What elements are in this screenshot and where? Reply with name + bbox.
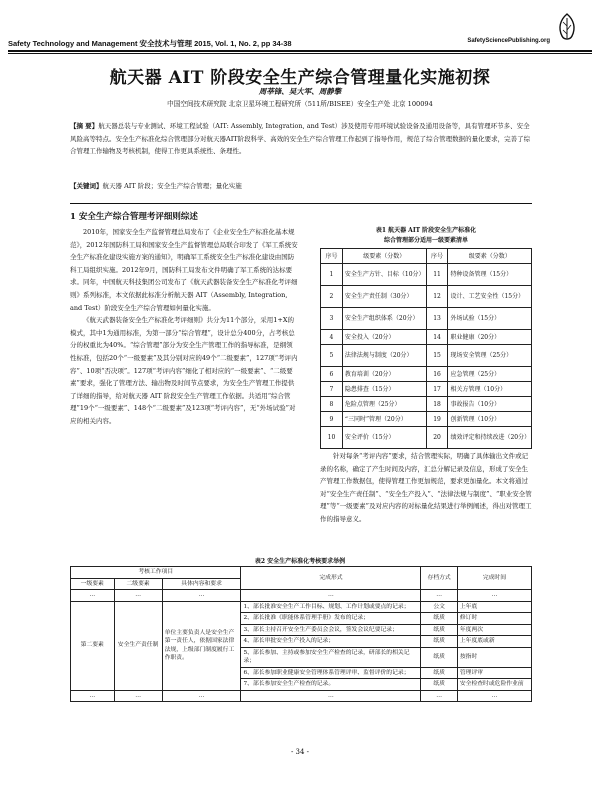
table1-header: 序号 [426, 249, 448, 264]
keywords-label: 【关键词】 [70, 182, 103, 190]
table-cell: 事故报告（10分） [448, 397, 532, 412]
table2-header: 完成形式 [241, 567, 421, 590]
table-cell: … [241, 690, 421, 702]
publisher-logo-icon [556, 12, 578, 46]
table-cell: … [71, 590, 115, 602]
table2-header: 完成时间 [457, 567, 531, 590]
table-cell: 安全生产方针、目标（10分） [342, 264, 426, 286]
table1-header: 级要素（分数） [448, 249, 532, 264]
author-list: 周莘锋、吴大军、周静擎 [258, 87, 342, 96]
header-rule [8, 50, 592, 52]
table2-header: 具体内容和要求 [162, 578, 241, 590]
table-cell: 创新管理（10分） [448, 412, 532, 427]
table-cell: … [457, 690, 531, 702]
table-cell: 10 [321, 427, 343, 449]
table-cell: 按指时 [457, 647, 531, 667]
journal-header: Safety Technology and Management 安全技术与管理 2015, Vol. 1, No. 2, pp 34-38 [8, 39, 292, 48]
table-cell: 纸质 [421, 624, 457, 636]
abstract [70, 120, 532, 158]
table2-header: 二级要素 [114, 578, 162, 590]
table-cell: 纸质 [421, 613, 457, 625]
table-cell: 6、部长参加职业健康安全管理体系管理评审、监督评价的记录； [241, 667, 421, 679]
table-row [321, 330, 532, 345]
table-cell: 危险点管理（25分） [342, 397, 426, 412]
table-cell: 14 [426, 330, 448, 345]
table-cell: … [162, 590, 241, 602]
table-cell: … [241, 590, 421, 602]
paragraph-2: 《航天武器装备安全生产标准化考评细则》共分为11个部分，采用1+X的模式，其中1为通用标准，为第一部分“综合管理”，设计总分400分，占考核总分的权重比为40%。“综合管理”部分为安全生产管理工作的指导标准，是纲领性标准，包括20个“一级要素”及其分别对应的49个“二级要素”，127项“考评内容”、10项“否决项”。127项“考评内容”细化了相对应的“一级要素”、“二级要素”要求，强化了管理方法、输出物及时间节点要求，为安全生产管理工作提供了详细的指导，给对航天器 AIT 阶段安全生产管理工作依据。共适用“综合管理”19个“一级要素”、148个“二级要素”及123项“考评内容”，无“外场试验”对应的相关内容。 [70, 316, 298, 425]
table-cell: 13 [426, 308, 448, 330]
table-cell: 特种设备管理（15分） [448, 264, 532, 286]
paragraph-1: 2010年，国家安全生产监督管理总局发布了《企业安全生产标准化基本规范》，2012年国防科工局和国家安全生产监督管理总局联合印发了《军工系统安全生产标准化建设实施方案的通知》，明确军工系统安全生产标准化建设由国防科工局组织实施。2012年9月，国防科工局发布文件明确了军工系统的达标要求。同年，中国航天科技集团公司发布了《航天武器装备安全生产标准化考评细则》系列标准，本文依据此标准分析航天器 AIT（Assembly, Integration, and Test）阶段安全生产综合管理如何量化实施。 [70, 228, 298, 312]
header-rule-thin [8, 53, 592, 54]
table2 [70, 566, 532, 702]
table-cell: … [457, 590, 531, 602]
table-cell: 安全生产责任制 [114, 601, 162, 690]
table-cell: 7、部长参加安全生产检查的记录。 [241, 679, 421, 691]
table-cell: 18 [426, 397, 448, 412]
table2-header: 一级要素 [71, 578, 115, 590]
table-row [321, 264, 532, 286]
table-cell: … [114, 690, 162, 702]
table-cell: 上年底 [457, 601, 531, 613]
table-cell: 法律法规与制度（20分） [342, 345, 426, 367]
table-row [71, 601, 532, 613]
table-cell: 纸质 [421, 636, 457, 648]
table-cell: … [162, 690, 241, 702]
table-cell: 教育培训（20分） [342, 367, 426, 382]
table-cell: 3 [321, 308, 343, 330]
table-cell: 管理评审 [457, 667, 531, 679]
table-cell: 相关方管理（10分） [448, 382, 532, 397]
table-cell: 3、部长主持召开安全生产委员会会议，签发会议纪要记录； [241, 624, 421, 636]
table-row [321, 382, 532, 397]
table-cell: “三同时”管理（20分） [342, 412, 426, 427]
table1-header: 级要素（分数） [342, 249, 426, 264]
table-cell: 纸质 [421, 667, 457, 679]
table1 [320, 248, 532, 449]
keywords [70, 181, 532, 190]
table-cell: 1 [321, 264, 343, 286]
table-row [71, 690, 532, 702]
table-cell: 外场试验（15分） [448, 308, 532, 330]
table-cell: 职业健康（20分） [448, 330, 532, 345]
table-cell: 安全生产组织体系（20分） [342, 308, 426, 330]
publisher-site: SafetySciencePublishing.org [467, 38, 550, 44]
abstract-label: 【摘 要】 [70, 122, 99, 130]
table-cell: 1、部长批准安全生产工作目标、规划、工作计划或要点的记录； [241, 601, 421, 613]
table-cell: 纸质 [421, 647, 457, 667]
table-row [321, 308, 532, 330]
table-cell: 5、部长参加、主持或参加安全生产检查的记录，研部长的相关记录； [241, 647, 421, 667]
table-cell: 现场安全管理（25分） [448, 345, 532, 367]
table-cell: 7 [321, 382, 343, 397]
table-cell: 安全评价（15分） [342, 427, 426, 449]
paragraph-3: 针对每条“考评内容”要求，结合管理实际，明确了具体输出文件或记录的名称，确定了产生时间及内容，汇总分解记录及信息，形成了安全生产管理工作数据包，使得管理工作更加规范，要求更加量化。本文将通过对“安全生产责任制”、“安全生产投入”、“法律法规与制度”、“职业安全管理”等“一级要素”及对应内容的对标量化结果进行举例阐述，得出对管理工作的指导意义。 [320, 452, 532, 523]
table-row [321, 345, 532, 367]
table-cell: 15 [426, 345, 448, 367]
table-cell: … [114, 590, 162, 602]
abstract-rule [70, 203, 532, 204]
table-row [321, 427, 532, 449]
table1-header: 序号 [321, 249, 343, 264]
left-column [70, 226, 298, 428]
right-column [320, 450, 532, 526]
table-cell: 公文 [421, 601, 457, 613]
table-cell: 2、部长批准《职能体系管理手册》发布的记录； [241, 613, 421, 625]
table-cell: 9 [321, 412, 343, 427]
table-cell: 单位主要负责人是安全生产第一责任人，依据国家法律法规，上级部门制度履行工作职责。 [162, 601, 241, 690]
table1-caption-line1: 表1 航天器 AIT 阶段安全生产标准化 [375, 227, 477, 234]
table-row [321, 397, 532, 412]
table-cell: 4、部长审批安全生产投入的记录； [241, 636, 421, 648]
table-cell: 第二要素 [71, 601, 115, 690]
table-cell: 安全投入（20分） [342, 330, 426, 345]
table-cell: 修订时 [457, 613, 531, 625]
table-cell: 17 [426, 382, 448, 397]
keywords-text: 航天器 AIT 阶段；安全生产综合管理；量化实施 [102, 182, 242, 190]
table-cell: 5 [321, 345, 343, 367]
table-cell: 纸质 [421, 679, 457, 691]
table-cell: 11 [426, 264, 448, 286]
table-cell: … [421, 590, 457, 602]
table-cell: 应急管理（25分） [448, 367, 532, 382]
affiliation: 中国空间技术研究院 北京卫星环境工程研究所（511所/BISEE）安全生产处 北京 100094 [167, 100, 433, 108]
table-cell: 设计、工艺安全性（15分） [448, 286, 532, 308]
table-row [321, 367, 532, 382]
table-row [321, 286, 532, 308]
table2-caption: 表2 安全生产标准化考核要求举例 [254, 558, 346, 565]
table2-group-header: 考核工作项目 [71, 567, 241, 579]
table1-caption-line2: 综合管理部分适用一级要素清单 [383, 237, 468, 244]
paper-title: 航天器 AIT 阶段安全生产综合管理量化实施初探 [109, 68, 491, 88]
table-cell: 12 [426, 286, 448, 308]
table-cell: … [71, 690, 115, 702]
table-cell: 年度两次 [457, 624, 531, 636]
table-cell: 6 [321, 367, 343, 382]
table-cell: 16 [426, 367, 448, 382]
table-cell: 4 [321, 330, 343, 345]
table-cell: 8 [321, 397, 343, 412]
table-cell: 2 [321, 286, 343, 308]
table-cell: 绩效评定和持续改进（20分） [448, 427, 532, 449]
table-cell: 上年度底或新 [457, 636, 531, 648]
table-cell: 安全生产责任制（30分） [342, 286, 426, 308]
page-number: - 34 - [290, 748, 310, 756]
table-row [321, 412, 532, 427]
table-cell: 20 [426, 427, 448, 449]
table-cell: … [421, 690, 457, 702]
table-cell: 隐患排查（15分） [342, 382, 426, 397]
table-row [71, 590, 532, 602]
section-heading: 1 安全生产综合管理考评细则综述 [70, 212, 198, 222]
abstract-text: 航天器总装与专业测试、环境工程试验（AIT: Assembly, Integration, and Test）涉及使用专用环境试验设备及通用设备等，具有管理环节多、安全风险高等特点。安全生产标准化综合管理部分对航天器AIT阶段科学、高效的安全生产综合管理工作起到了指导作用，规范了综合管理数据的量化要求，完善了综合管理工作输物及考核机制，使得工作更具系统性、条理性。 [70, 122, 531, 156]
table-cell: 19 [426, 412, 448, 427]
table-cell: 安全检查时或危险作业前 [457, 679, 531, 691]
table1-caption [320, 226, 532, 246]
table2-header: 存档方式 [421, 567, 457, 590]
